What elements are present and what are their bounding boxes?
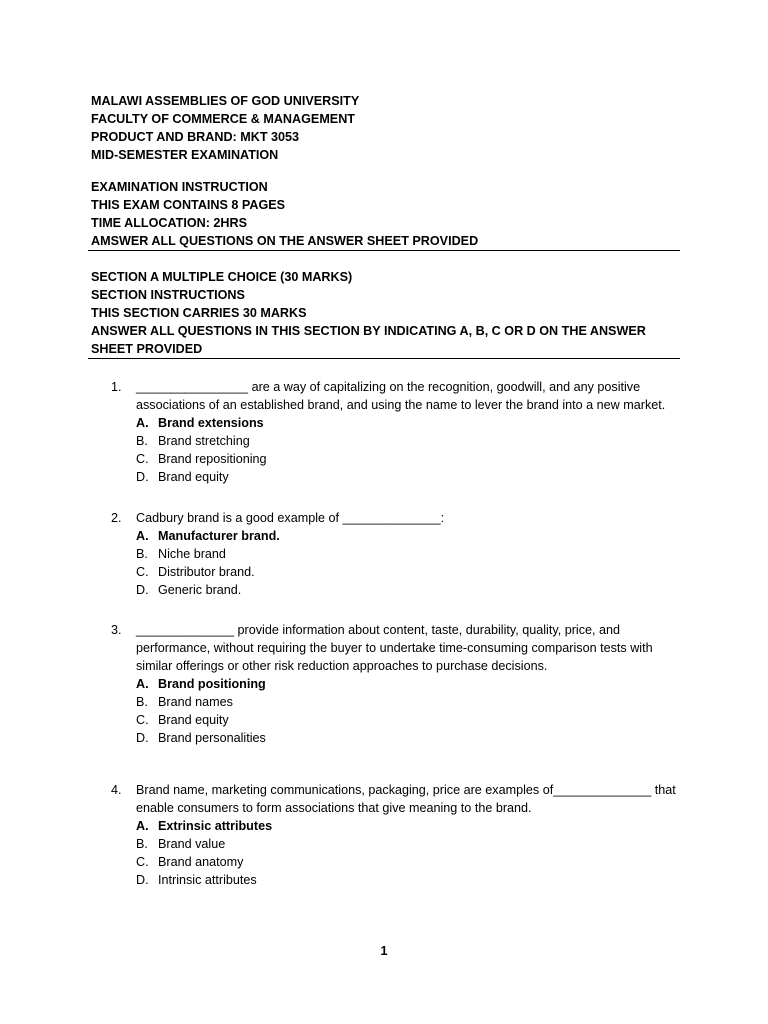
question-line: ______________ provide information about content, taste, durability, quality, price, and (136, 623, 621, 637)
question-number: 4. (111, 783, 122, 797)
section-a-answer-instruction: ANSWER ALL QUESTIONS IN THIS SECTION BY INDICATING A, B, C OR D ON THE ANSWER SHEET PROVIDED (91, 324, 646, 356)
answer-option (136, 432, 681, 450)
exam-title: MID-SEMESTER EXAMINATION (91, 148, 279, 162)
answer-option (136, 693, 681, 711)
option-text: Brand anatomy (158, 855, 244, 869)
option-text: Extrinsic attributes (158, 819, 273, 833)
question-item (111, 781, 681, 889)
question-line: Cadbury brand is a good example of ______________: (136, 511, 445, 525)
document-header (91, 92, 681, 164)
question-line: Brand name, marketing communications, packaging, price are examples of______________ that (136, 783, 676, 797)
section-a-marks: THIS SECTION CARRIES 30 MARKS (91, 306, 307, 320)
answer-option (136, 545, 681, 563)
answer-option (136, 414, 681, 432)
divider-rule (88, 250, 680, 251)
option-letter: B. (136, 837, 148, 851)
option-letter: C. (136, 452, 149, 466)
answer-option (136, 581, 681, 599)
page-number: 1 (380, 944, 388, 958)
option-text: Brand positioning (158, 677, 266, 691)
option-text: Brand stretching (158, 434, 250, 448)
answer-option (136, 835, 681, 853)
answer-option (136, 675, 681, 693)
answer-option (136, 853, 681, 871)
section-a-subtitle: SECTION INSTRUCTIONS (91, 288, 245, 302)
option-letter: D. (136, 873, 149, 887)
section-a-header (91, 268, 681, 358)
answer-option (136, 711, 681, 729)
question-number: 2. (111, 511, 122, 525)
option-letter: B. (136, 547, 148, 561)
answer-option (136, 468, 681, 486)
option-letter: D. (136, 470, 149, 484)
instructions-pages: THIS EXAM CONTAINS 8 PAGES (91, 198, 286, 212)
instructions-title: EXAMINATION INSTRUCTION (91, 180, 268, 194)
answer-options (136, 527, 681, 599)
question-item (111, 621, 681, 747)
option-text: Distributor brand. (158, 565, 255, 579)
question-item (111, 378, 681, 486)
answer-option (136, 817, 681, 835)
option-text: Brand equity (158, 470, 229, 484)
option-letter: B. (136, 434, 148, 448)
option-text: Brand names (158, 695, 233, 709)
option-letter: A. (136, 677, 149, 691)
option-letter: C. (136, 565, 149, 579)
course-title: PRODUCT AND BRAND: MKT 3053 (91, 130, 300, 144)
divider-rule (88, 358, 680, 359)
examination-instructions (91, 178, 681, 250)
option-text: Niche brand (158, 547, 226, 561)
option-letter: D. (136, 731, 149, 745)
option-letter: C. (136, 855, 149, 869)
option-text: Brand extensions (158, 416, 264, 430)
section-a-title: SECTION A MULTIPLE CHOICE (30 MARKS) (91, 270, 353, 284)
answer-option (136, 563, 681, 581)
option-text: Manufacturer brand. (158, 529, 280, 543)
question-text (136, 509, 681, 527)
question-text (136, 621, 681, 675)
option-letter: B. (136, 695, 148, 709)
option-text: Brand value (158, 837, 226, 851)
answer-option (136, 527, 681, 545)
option-text: Brand equity (158, 713, 229, 727)
question-line: enable consumers to form associations that give meaning to the brand. (136, 801, 532, 815)
answer-options (136, 414, 681, 486)
instructions-answer: AMSWER ALL QUESTIONS ON THE ANSWER SHEET PROVIDED (91, 234, 479, 248)
option-text: Brand repositioning (158, 452, 267, 466)
question-item (111, 509, 681, 599)
question-number: 3. (111, 623, 122, 637)
question-line: performance, without requiring the buyer to undertake time-consuming comparison tests with (136, 641, 653, 655)
option-text: Generic brand. (158, 583, 242, 597)
question-line: similar offerings or other risk reduction approaches to purchase decisions. (136, 659, 548, 673)
option-letter: A. (136, 529, 149, 543)
instructions-time: TIME ALLOCATION: 2HRS (91, 216, 248, 230)
option-letter: D. (136, 583, 149, 597)
answer-options (136, 817, 681, 889)
answer-options (136, 675, 681, 747)
option-letter: C. (136, 713, 149, 727)
answer-option (136, 871, 681, 889)
answer-option (136, 450, 681, 468)
answer-option (136, 729, 681, 747)
question-text (136, 781, 681, 817)
option-letter: A. (136, 819, 149, 833)
faculty-name: FACULTY OF COMMERCE & MANAGEMENT (91, 112, 355, 126)
option-letter: A. (136, 416, 149, 430)
question-text (136, 378, 681, 414)
question-number: 1. (111, 380, 122, 394)
university-name: MALAWI ASSEMBLIES OF GOD UNIVERSITY (91, 94, 360, 108)
option-text: Brand personalities (158, 731, 266, 745)
question-line: associations of an established brand, and using the name to lever the brand into a new market. (136, 398, 666, 412)
option-text: Intrinsic attributes (158, 873, 257, 887)
question-line: ________________ are a way of capitalizing on the recognition, goodwill, and any positive (136, 380, 641, 394)
